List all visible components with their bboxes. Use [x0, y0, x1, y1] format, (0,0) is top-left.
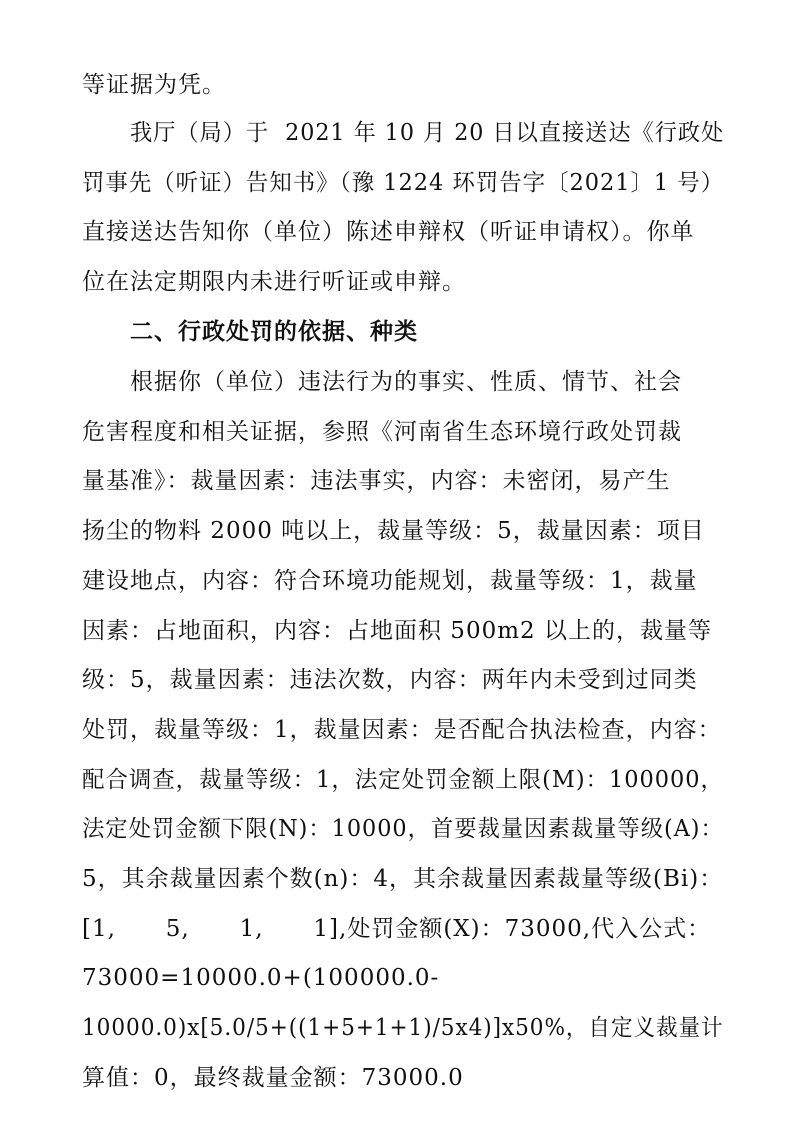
paragraph-line: [1, 5, 1, 1],处罚金额(X)：73000,代入公式：: [82, 916, 712, 942]
paragraph-line: 我厅（局）于 2021 年 10 月 20 日以直接送达《行政处: [130, 120, 725, 146]
paragraph-line: 因素：占地面积，内容：占地面积 500m2 以上的，裁量等: [82, 618, 712, 644]
paragraph-line: 处罚，裁量等级：1，裁量因素：是否配合执法检查，内容：: [82, 717, 722, 743]
section-heading: 二、行政处罚的依据、种类: [130, 319, 418, 345]
paragraph-line: 罚事先（听证）告知书》（豫 1224 环罚告字〔2021〕1 号）: [82, 170, 725, 196]
paragraph-line: 根据你（单位）违法行为的事实、性质、情节、社会: [130, 369, 682, 395]
paragraph-line: 量基准》：裁量因素：违法事实，内容：未密闭，易产生: [82, 468, 671, 494]
paragraph-line: 危害程度和相关证据，参照《河南省生态环境行政处罚裁: [82, 419, 682, 445]
paragraph-line: 法定处罚金额下限(N)：10000，首要裁量因素裁量等级(A)：: [82, 816, 724, 842]
paragraph-line: 直接送达告知你（单位）陈述申辩权（听证申请权）。你单: [82, 219, 695, 245]
formula-line: 73000=10000.0+(100000.0-: [82, 965, 440, 991]
paragraph-line: 建设地点，内容：符合环境功能规划，裁量等级：1，裁量: [82, 568, 698, 594]
paragraph-line: 级：5，裁量因素：违法次数，内容：两年内未受到过同类: [82, 667, 698, 693]
paragraph-line: 算值：0，最终裁量金额：73000.0: [82, 1065, 464, 1091]
paragraph-line: 等证据为凭。: [82, 72, 226, 98]
paragraph-line: 5，其余裁量因素个数(n)：4，其余裁量因素裁量等级(Bi)：: [82, 866, 724, 892]
formula-line: 10000.0)x[5.0/5+((1+5+1+1)/5x4)]x50%，自定义裁量计: [82, 1015, 724, 1041]
paragraph-line: 位在法定期限内未进行听证或申辩。: [82, 269, 466, 295]
paragraph-line: 配合调查，裁量等级：1，法定处罚金额上限(M)：100000，: [82, 767, 724, 793]
paragraph-line: 扬尘的物料 2000 吨以上，裁量等级：5，裁量因素：项目: [82, 518, 705, 544]
